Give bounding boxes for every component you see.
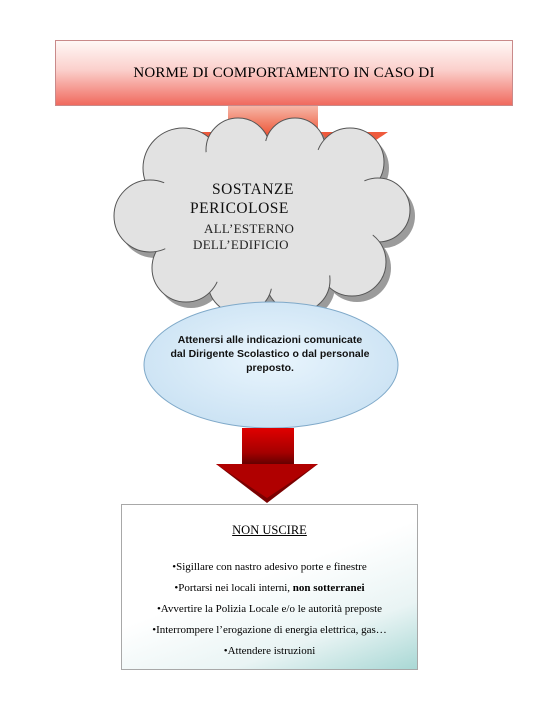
cloud-subtitle-line1: ALL’ESTERNO	[204, 221, 295, 236]
action-item: •Sigillare con nastro adesivo porte e finestre	[172, 561, 367, 573]
cloud-title-line1: SOSTANZE	[212, 181, 294, 198]
cloud-text	[190, 180, 340, 253]
action-item: •Portarsi nei locali interni, non sotterranei	[174, 582, 365, 594]
action-box-title: NON USCIRE	[232, 523, 307, 537]
cloud-title	[190, 180, 340, 218]
action-item: •Attendere istruzioni	[223, 645, 316, 657]
bottom-arrow	[216, 428, 318, 503]
action-item: •Interrompere l’erogazione di energia elettrica, gas…	[152, 624, 387, 636]
cloud-title-line2: PERICOLOSE	[190, 200, 289, 217]
action-list	[122, 557, 417, 662]
header-title: NORME DI COMPORTAMENTO IN CASO DI	[133, 64, 435, 81]
cloud-subtitle	[190, 221, 340, 253]
instruction-text: Attenersi alle indicazioni comunicate dal Dirigente Scolastico o dal personale preposto.	[170, 334, 370, 374]
action-item: •Avvertire la Polizia Locale e/o le autorità preposte	[156, 603, 383, 615]
action-box	[121, 504, 418, 670]
cloud-subtitle-line2: DELL’EDIFICIO	[193, 237, 289, 252]
